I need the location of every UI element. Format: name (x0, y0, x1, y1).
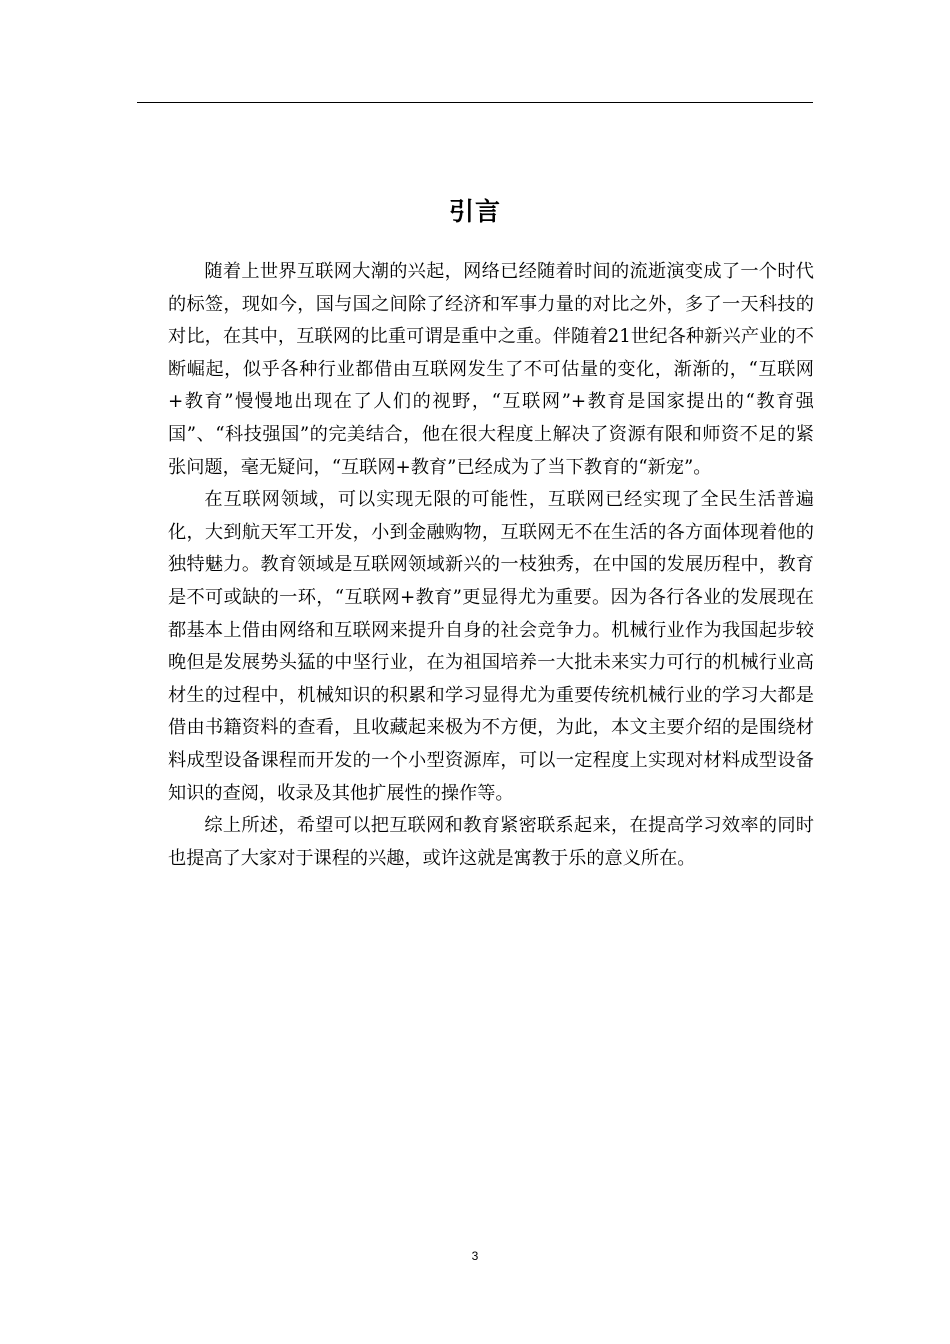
paragraph-2: 在互联网领域，可以实现无限的可能性，互联网已经实现了全民生活普遍化，大到航天军工开发，小到金融购物，互联网无不在生活的各方面体现着他的独特魅力。教育领域是互联网领域新兴的一枝独秀，在中国的发展历程中，教育是不可或缺的一环，“互联网+教育”更显得尤为重要。因为各行各业的发展现在都基本上借由网络和互联网来提升自身的社会竞争力。机械行业作为我国起步较晚但是发展势头猛的中坚行业，在为祖国培养一大批未来实力可行的机械行业高材生的过程中，机械知识的积累和学习显得尤为重要传统机械行业的学习大都是借由书籍资料的查看，且收藏起来极为不方便，为此，本文主要介绍的是围绕材料成型设备课程而开发的一个小型资源库，可以一定程度上实现对材料成型设备知识的查阅，收录及其他扩展性的操作等。 (168, 489, 814, 804)
body-text (168, 256, 814, 875)
paragraph-1: 随着上世界互联网大潮的兴起，网络已经随着时间的流逝演变成了一个时代的标签，现如今，国与国之间除了经济和军事力量的对比之外，多了一天科技的对比，在其中，互联网的比重可谓是重中之重。伴随着21世纪各种新兴产业的不断崛起，似乎各种行业都借由互联网发生了不可估量的变化，渐渐的，“互联网+教育”慢慢地出现在了人们的视野，“互联网”+教育是国家提出的“教育强国”、“科技强国”的完美结合，他在很大程度上解决了资源有限和师资不足的紧张问题，毫无疑问，“互联网+教育”已经成为了当下教育的“新宠”。 (168, 261, 814, 478)
page-title: 引言 (448, 197, 501, 226)
paragraph-3: 综上所述，希望可以把互联网和教育紧密联系起来，在提高学习效率的同时也提高了大家对于课程的兴趣，或许这就是寓教于乐的意义所在。 (168, 815, 814, 869)
header-rule (137, 102, 813, 103)
page-number: 3 (471, 1249, 479, 1263)
